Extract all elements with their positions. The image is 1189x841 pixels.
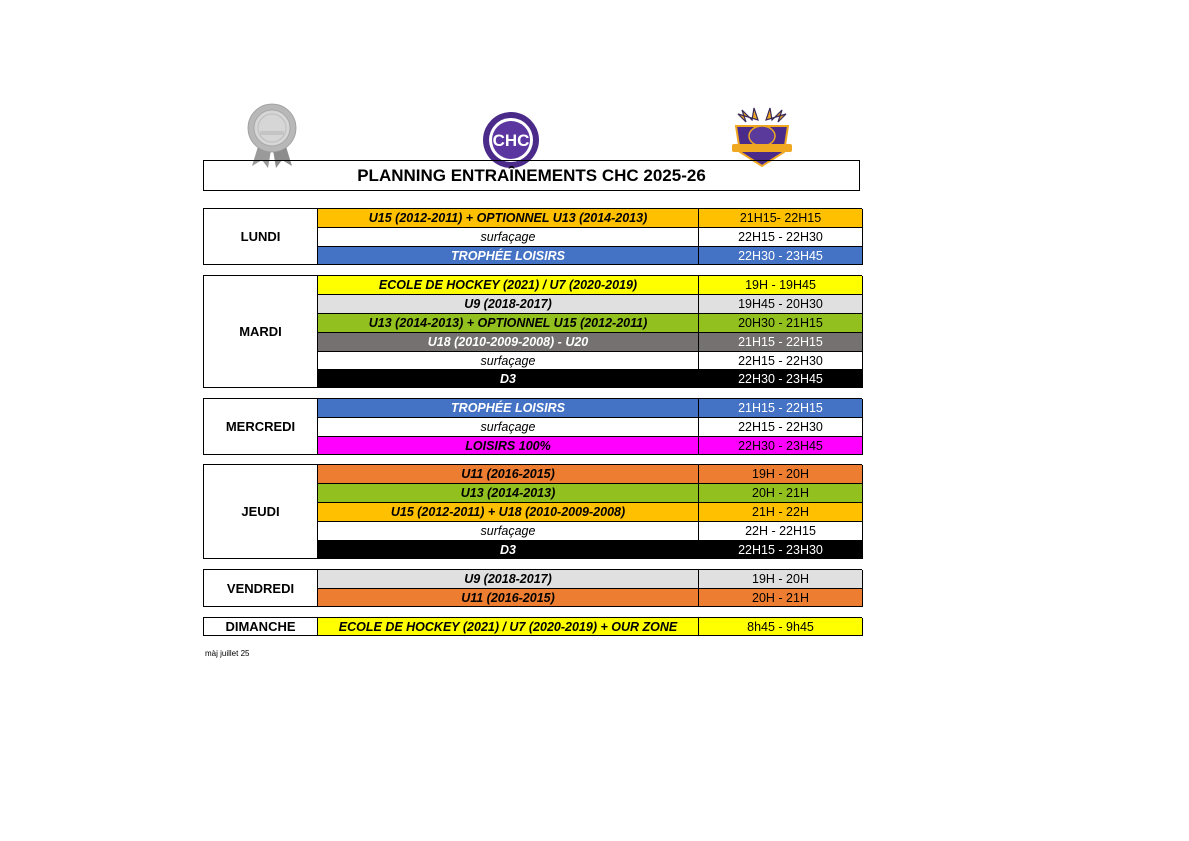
slot-label: surfaçage [318, 352, 699, 370]
slot-label: U11 (2016-2015) [318, 589, 699, 607]
slot-time: 20H30 - 21H15 [699, 314, 863, 333]
slot-time: 22H15 - 23H30 [699, 541, 863, 559]
day-label: JEUDI [204, 465, 318, 559]
day-label: LUNDI [204, 209, 318, 265]
slot-label: LOISIRS 100% [318, 437, 699, 455]
slot-label: U13 (2014-2013) + OPTIONNEL U15 (2012-2011) [318, 314, 699, 333]
slot-time: 22H15 - 22H30 [699, 418, 863, 437]
day-label: VENDREDI [204, 570, 318, 607]
slot-label: U15 (2012-2011) + U18 (2010-2009-2008) [318, 503, 699, 522]
slot-time: 19H45 - 20H30 [699, 295, 863, 314]
day-group-jeudi [203, 464, 862, 559]
silver-ribbon-label-logo [238, 100, 306, 168]
slot-label: TROPHÉE LOISIRS [318, 247, 699, 265]
slot-label: U9 (2018-2017) [318, 570, 699, 589]
slot-time: 22H30 - 23H45 [699, 437, 863, 455]
slot-time: 22H30 - 23H45 [699, 247, 863, 265]
day-group-mardi [203, 275, 862, 388]
slot-label: surfaçage [318, 228, 699, 247]
slot-time: 21H15 - 22H15 [699, 399, 863, 418]
slot-time: 19H - 20H [699, 465, 863, 484]
page-title: PLANNING ENTRAÎNEMENTS CHC 2025-26 [203, 160, 860, 191]
day-group-mercredi [203, 398, 862, 455]
update-note: màj juillet 25 [205, 649, 250, 658]
slot-time: 21H15- 22H15 [699, 209, 863, 228]
slot-time: 20H - 21H [699, 484, 863, 503]
slot-label: surfaçage [318, 522, 699, 541]
slot-label: U11 (2016-2015) [318, 465, 699, 484]
slot-time: 22H15 - 22H30 [699, 352, 863, 370]
slot-label: ECOLE DE HOCKEY (2021) / U7 (2020-2019) [318, 276, 699, 295]
slot-time: 21H - 22H [699, 503, 863, 522]
day-group-dimanche [203, 617, 862, 636]
day-label: MARDI [204, 276, 318, 388]
day-group-vendredi [203, 569, 862, 607]
slot-time: 22H30 - 23H45 [699, 370, 863, 388]
slot-label: U15 (2012-2011) + OPTIONNEL U13 (2014-2013) [318, 209, 699, 228]
slot-time: 21H15 - 22H15 [699, 333, 863, 352]
slot-time: 20H - 21H [699, 589, 863, 607]
slot-label: U13 (2014-2013) [318, 484, 699, 503]
slot-time: 22H - 22H15 [699, 522, 863, 541]
slot-label: U9 (2018-2017) [318, 295, 699, 314]
slot-time: 19H - 20H [699, 570, 863, 589]
slot-time: 22H15 - 22H30 [699, 228, 863, 247]
slot-label: surfaçage [318, 418, 699, 437]
slot-label: D3 [318, 541, 699, 559]
slot-time: 8h45 - 9h45 [699, 618, 863, 636]
slot-label: TROPHÉE LOISIRS [318, 399, 699, 418]
day-label: DIMANCHE [204, 618, 318, 636]
slot-time: 19H - 19H45 [699, 276, 863, 295]
chc-logo-text: CHC [492, 131, 530, 150]
slot-label: U18 (2010-2009-2008) - U20 [318, 333, 699, 352]
slot-label: D3 [318, 370, 699, 388]
day-label: MERCREDI [204, 399, 318, 455]
day-group-lundi [203, 208, 862, 265]
slot-label: ECOLE DE HOCKEY (2021) / U7 (2020-2019) + OUR ZONE [318, 618, 699, 636]
